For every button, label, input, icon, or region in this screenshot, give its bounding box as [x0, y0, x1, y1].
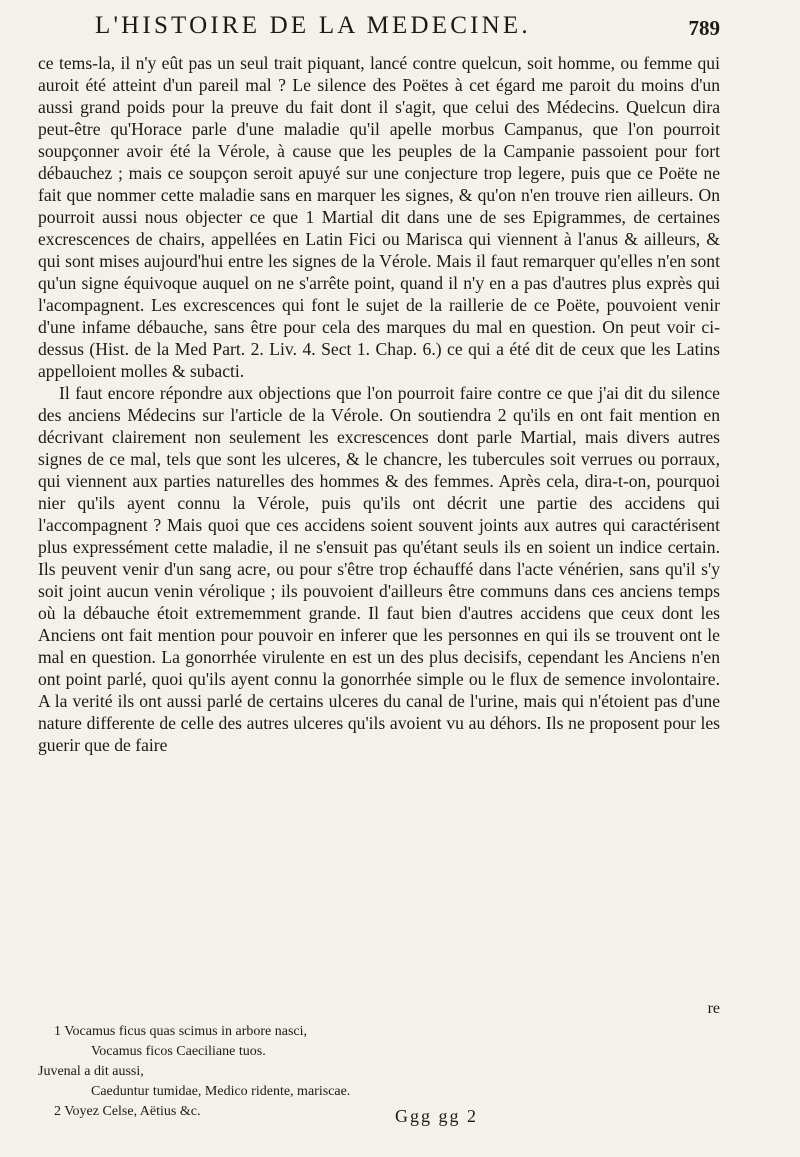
footnote-line: Caeduntur tumidae, Medico ridente, mariscae.: [91, 1084, 351, 1099]
paragraph: Il faut encore répondre aux objections que l'on pourroit faire contre ce que j'ai dit du silence des anciens Médecins sur l'article de la Vérole. On soutiendra 2 qu'ils en ont fait mention en décrivant clairement non seulement les excrescences dont parle Martial, mais divers autres signes de ce mal, tels que sont les ulceres, & le chancre, les tubercules soit verrues ou porraux, qui viennent aux parties naturelles des hommes & des femmes. Après cela, dira-t-on, pourquoi nier qu'ils ayent connu la Vérole, puis qu'ils ont décrit une partie des accidens qui l'accompagnent ? Mais quoi que ces accidens soient souvent joints aux autres qui caractérisent plus expressément cette maladie, il ne s'ensuit pas qu'étant seuls ils en soient un indice certain. Ils peuvent venir d'un sang acre, ou pour s'être trop échauffé dans l'acte vénérien, sans qu'il s'y soit joint aucun venin vérolique ; ils pouvoient d'ailleurs être communs dans ces anciens temps où la débauche étoit extrememment grande. Il faut bien d'autres accidens que ceux dont les Anciens ont fait mention pour pouvoir en inferer que les personnes en qui ils se trouvent ont le mal en question. La gonorrhée virulente en est un des plus decisifs, cependant les Anciens n'en ont point parlé, quoi qu'ils ayent connu la gonorrhée simple ou le flux de semence involontaire. A la verité ils ont aussi parlé de certains ulceres du canal de l'urine, mais qui n'étoient pas d'une nature differente de celle des autres ulceres qu'ils avoient vu au déhors. Ils ne proposent pour les guerir que de faire: [38, 383, 720, 755]
page-header: [95, 12, 720, 48]
footnote-line: 1 Vocamus ficus quas scimus in arbore nasci,: [54, 1024, 307, 1039]
page-number: 789: [688, 16, 720, 40]
footnote-line: Juvenal a dit aussi,: [38, 1064, 144, 1079]
footnote-line: 2 Voyez Celse, Aëtius &c.: [54, 1104, 201, 1119]
signature-mark: Ggg gg 2: [395, 1106, 478, 1126]
footnotes: [38, 1022, 720, 1122]
catchword: re: [707, 1000, 720, 1017]
main-text: [38, 52, 720, 756]
footnote-line: Vocamus ficos Caeciliane tuos.: [91, 1044, 266, 1059]
running-title: L'HISTOIRE DE LA MEDECINE.: [95, 12, 531, 39]
paragraph: ce tems-la, il n'y eût pas un seul trait piquant, lancé contre quelcun, soit homme, ou femme qui auroit été atteint d'un pareil mal ? Le silence des Poëtes à cet égard me paroit du moins d'un aussi grand poids pour la preuve du fait dont il s'agit, que celui des Médecins. Quelcun dira peut-être qu'Horace parle d'une maladie qu'il apelle morbus Campanus, que l'on pourroit soupçonner avoir été la Vérole, à cause que les peuples de la Campanie passoient pour fort débauchez ; mais ce soupçon seroit apuyé sur une conjecture trop legere, puis que ce Poëte ne fait que nommer cette maladie sans en marquer les signes, & qu'on n'en trouve rien ailleurs. On pourroit aussi nous objecter ce que 1 Martial dit dans une de ses Epigrammes, de certaines excrescences de chairs, appellées en Latin Fici ou Marisca qui viennent à l'anus & ailleurs, & qui sont mises aujourd'hui entre les signes de la Vérole. Mais il faut remarquer qu'elles n'en sont qu'un signe équivoque auquel on ne s'arrête point, quand il n'y en a pas d'autres plus exprès qui l'acompagnent. Les excrescences qui font le sujet de la raillerie de ce Poëte, pouvoient venir d'une infame débauche, sans être pour cela des marques du mal en question. On peut voir ci-dessus (Hist. de la Med Part. 2. Liv. 4. Sect 1. Chap. 6.) ce qui a été dit de ceux que les Latins appelloient molles & subacti.: [38, 53, 720, 381]
